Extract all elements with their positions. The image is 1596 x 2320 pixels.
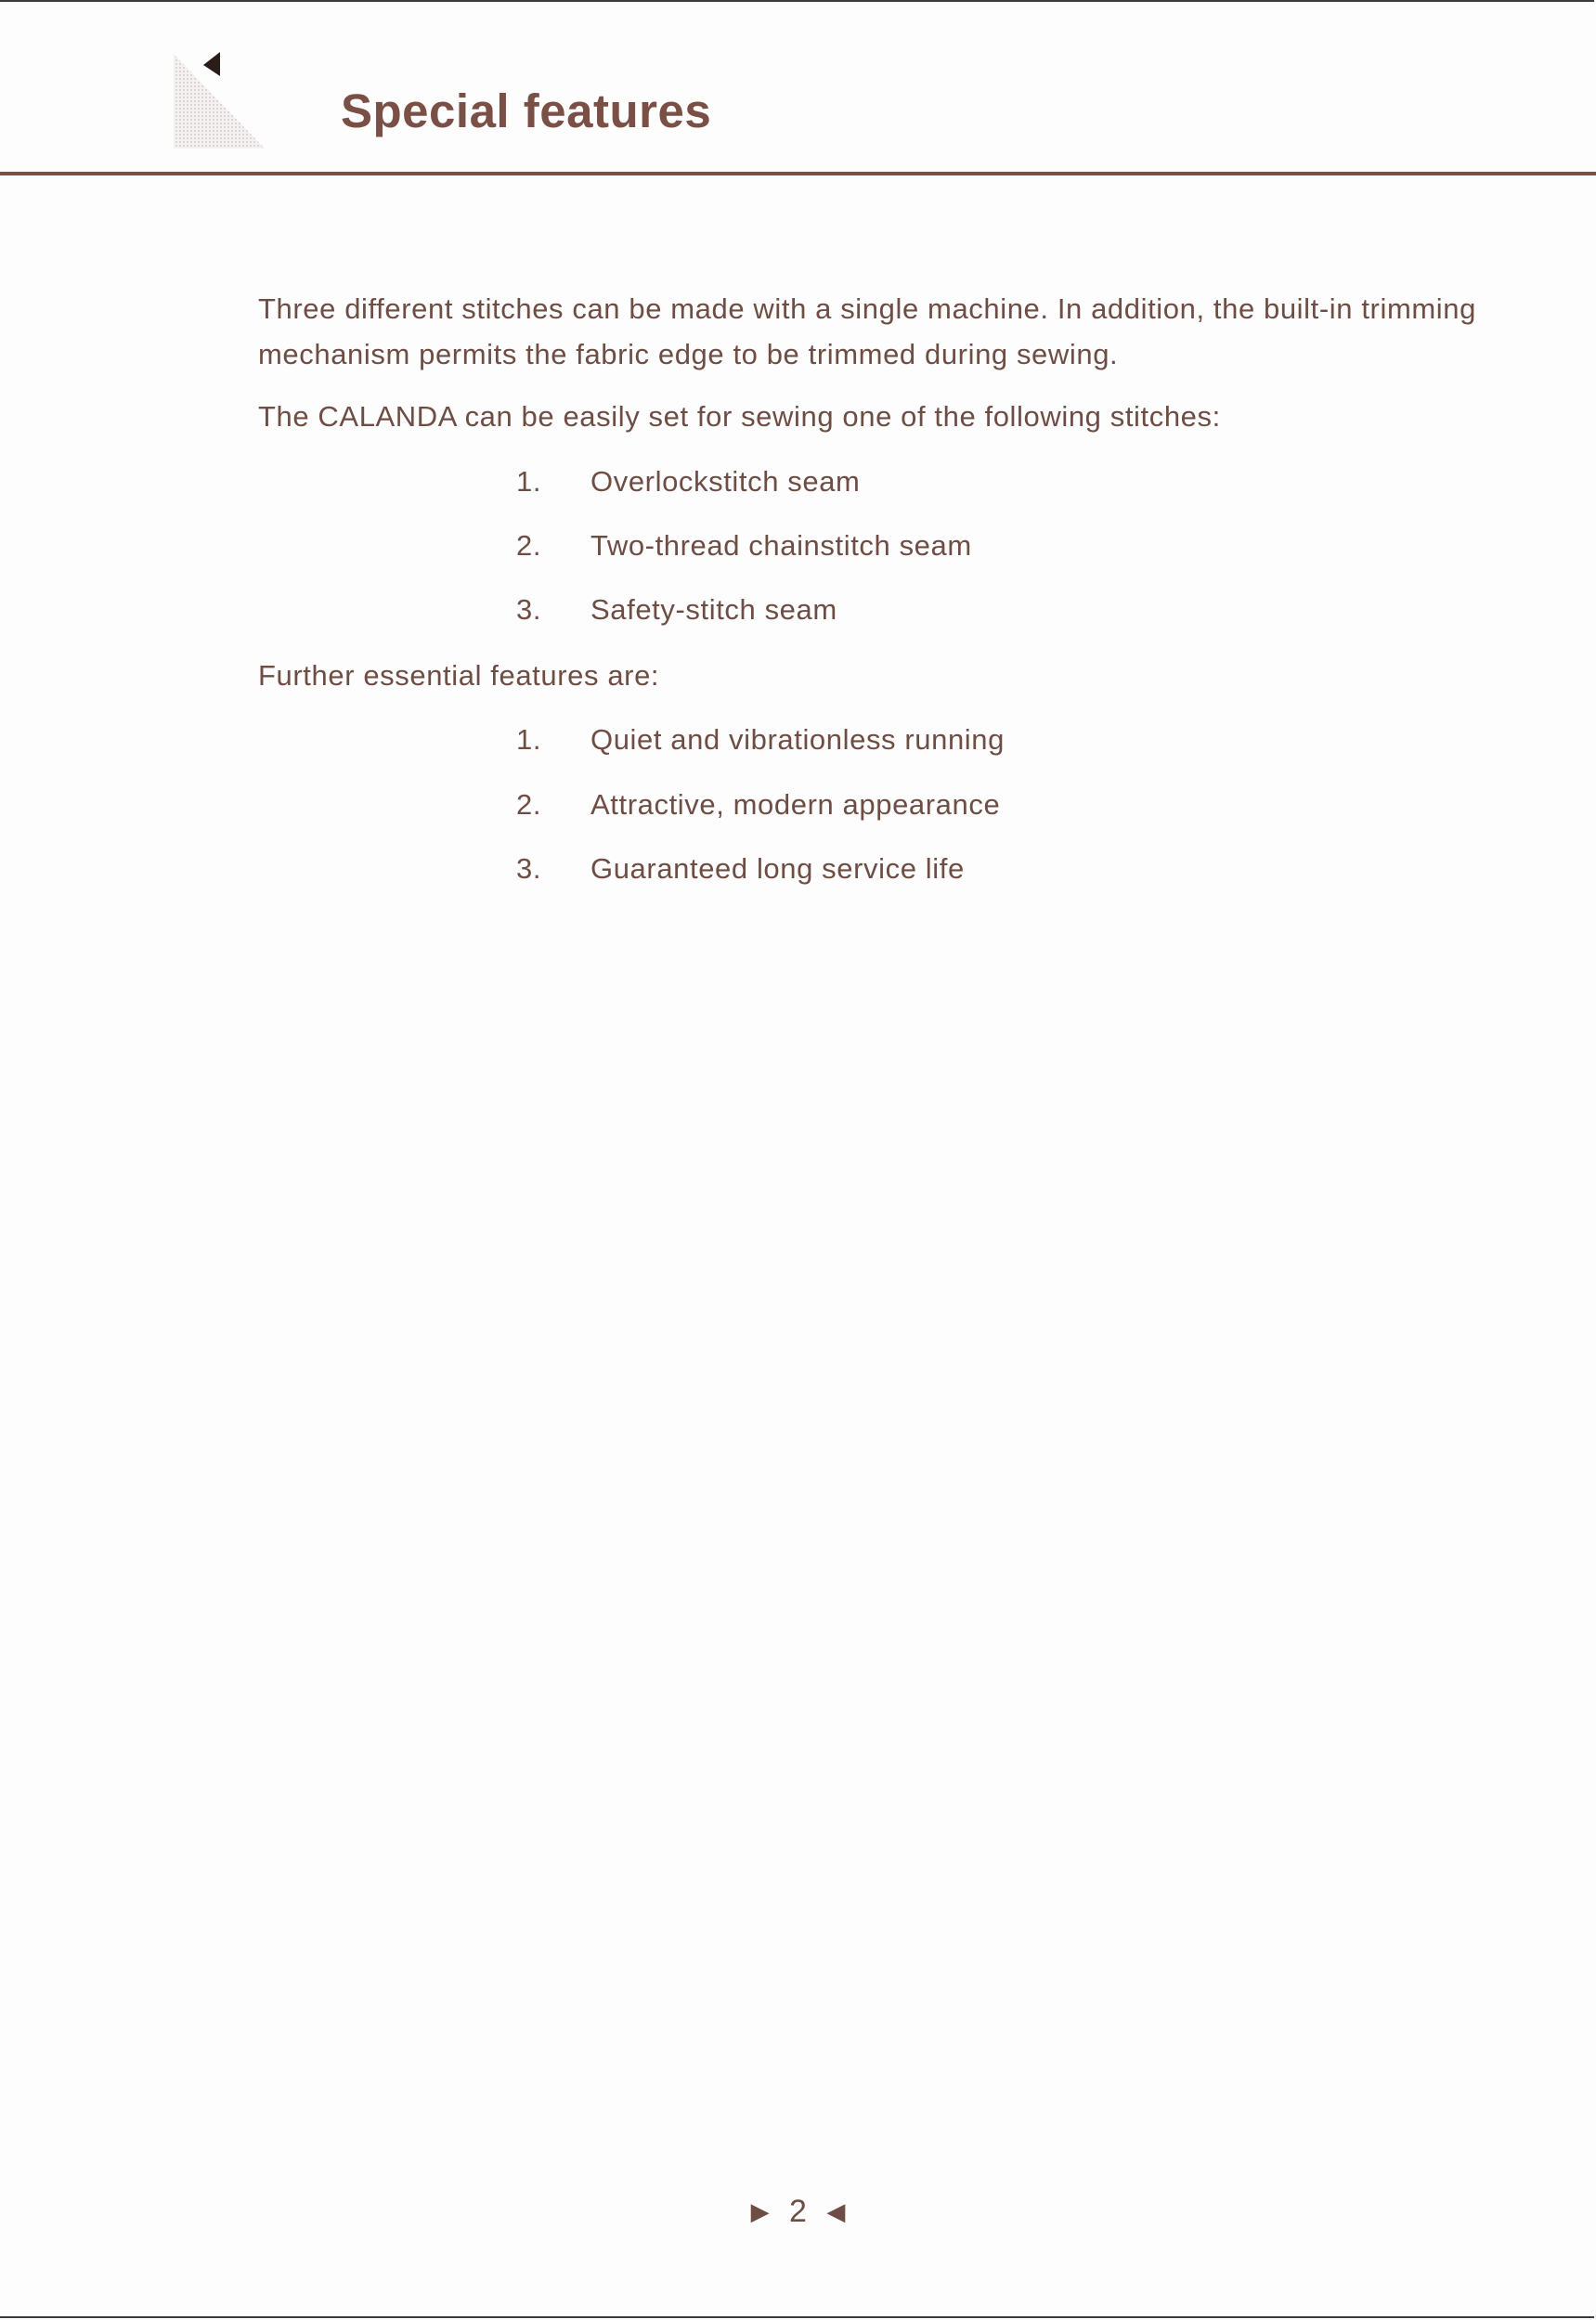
title-rule xyxy=(0,172,1596,175)
list-item-text: Guaranteed long service life xyxy=(590,852,965,885)
intro-paragraph: Three different stitches can be made with a single machine. In addition, the built-in trimming mechanism permits the fabric edge to be trimmed during sewing. xyxy=(258,292,1476,370)
stitches-intro: The CALANDA can be easily set for sewing one of the following stitches: xyxy=(258,400,1221,433)
list-item-number: 1. xyxy=(516,723,542,756)
section-logo-icon xyxy=(172,52,265,149)
list-item-number: 2. xyxy=(516,788,542,821)
list-item-number: 2. xyxy=(516,529,542,562)
list-item-number: 1. xyxy=(516,465,542,498)
list-item-text: Attractive, modern appearance xyxy=(590,788,1001,821)
list-item-text: Overlockstitch seam xyxy=(590,465,861,498)
list-item-number: 3. xyxy=(516,852,542,885)
list-item-text: Quiet and vibrationless running xyxy=(590,723,1005,756)
list-item-text: Two-thread chainstitch seam xyxy=(590,529,972,562)
page-title: Special features xyxy=(341,84,712,137)
right-triangle-icon: ▶ xyxy=(750,2197,770,2225)
features-intro: Further essential features are: xyxy=(258,659,660,692)
page-number: 2 xyxy=(789,2193,807,2229)
list-item-text: Safety-stitch seam xyxy=(590,593,837,626)
page-footer xyxy=(0,2192,1596,2230)
list-item-number: 3. xyxy=(516,593,542,626)
left-triangle-icon: ◀ xyxy=(826,2197,846,2225)
